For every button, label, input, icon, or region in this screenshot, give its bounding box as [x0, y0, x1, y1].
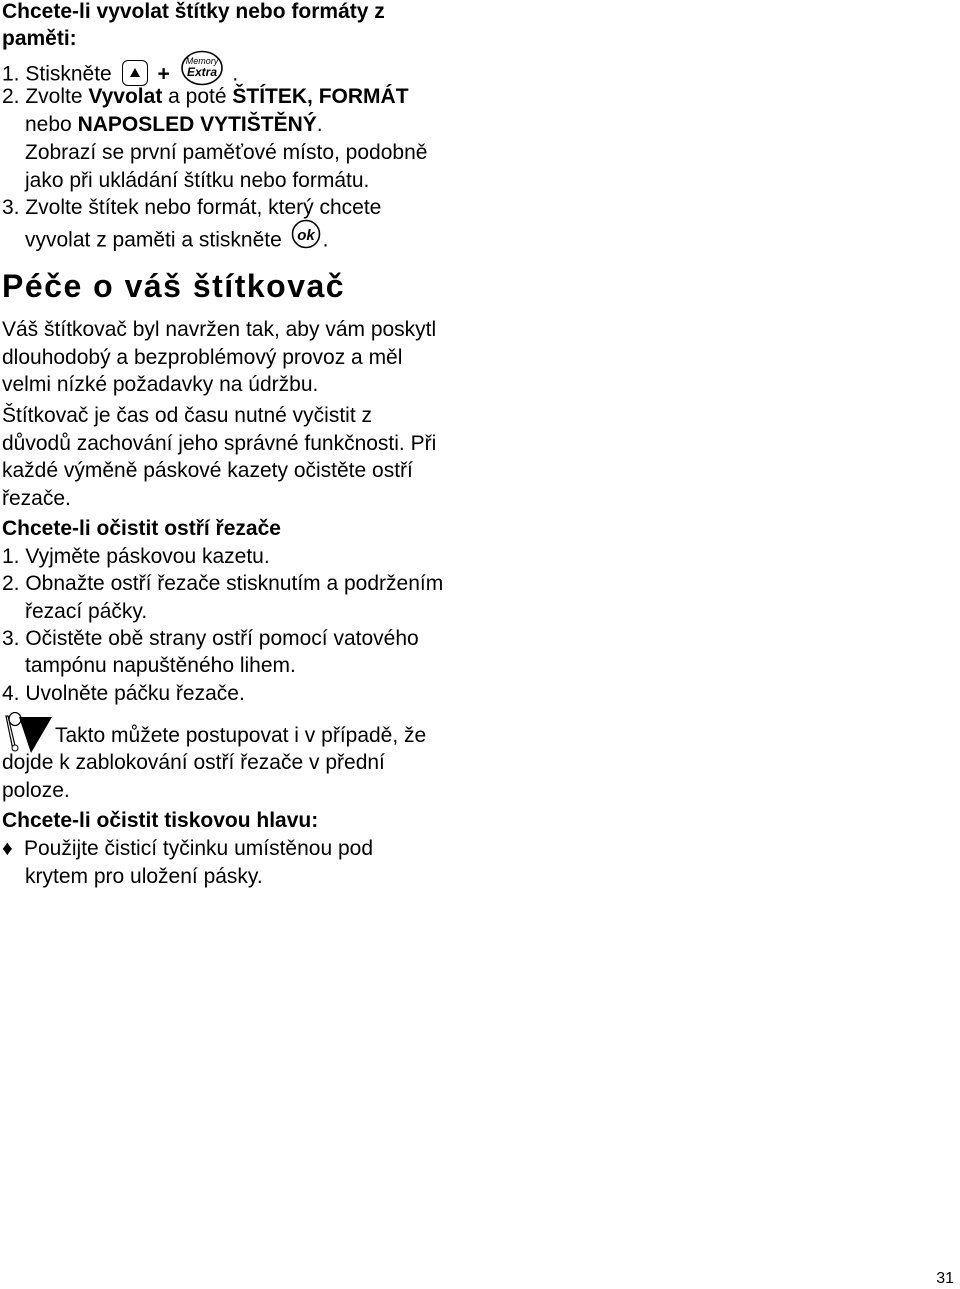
step-text: Zvolte [25, 85, 89, 108]
step-number: 2. [2, 85, 20, 108]
plus-sign: + [157, 62, 170, 86]
cutter-heading: Chcete-li očistit ostří řezače [2, 517, 281, 540]
note-line2: dojde k zablokování ostří řezače v přední [2, 751, 385, 774]
step-end: . [232, 62, 239, 86]
care-title: Péče o váš štítkovač [2, 268, 346, 304]
step-text: . [316, 113, 323, 136]
memory-key-top-label: Memory [185, 56, 218, 66]
recall-step-3-line1 [2, 194, 381, 222]
step-bold-options: ŠTÍTEK, FORMÁT [232, 85, 409, 108]
recall-step-2-line3: Zobrazí se první paměťové místo, podobně [25, 141, 428, 164]
printhead-bullet-line1 [2, 835, 373, 863]
care-paragraph-2-line1: Štítkovač je čas od času nutné vyčistit z [2, 404, 373, 427]
step-text: nebo [25, 113, 78, 136]
step-end: . [322, 228, 329, 252]
care-paragraph-2-line2: důvodů zachování jeho správné funkčnosti. Při [2, 432, 437, 455]
page-number: 31 [936, 1270, 954, 1287]
cutter-step-2-line1: 2. Obnažte ostří řezače stisknutím a podržením [2, 572, 444, 595]
care-paragraph-1-line1: Váš štítkovač byl navržen tak, aby vám poskytl [2, 318, 437, 341]
recall-step-2-line1 [2, 83, 409, 111]
caution-icon [4, 712, 54, 754]
cutter-step-2-line2: řezací páčky. [25, 600, 148, 623]
cutter-step-1: 1. Vyjměte páskovou kazetu. [2, 545, 270, 568]
ok-key-label: ok [296, 227, 315, 244]
recall-step-3-line2 [25, 222, 328, 260]
memory-key-bottom-label: Extra [186, 65, 217, 79]
recall-step-2-line4: jako při ukládání štítku nebo formátu. [25, 169, 370, 192]
printhead-heading: Chcete-li očistit tiskovou hlavu: [2, 809, 319, 832]
recall-step-2-line2 [25, 111, 323, 139]
step-text: vyvolat z paměti a stiskněte [25, 228, 282, 252]
diamond-bullet-icon: ♦ [2, 837, 13, 860]
cutter-step-3-line1: 3. Očistěte obě strany ostří pomocí vatového [2, 627, 419, 650]
step-bold-recall: Vyvolat [88, 85, 163, 108]
cutter-step-3-line2: tampónu napuštěného lihem. [25, 654, 296, 677]
step-text: Stiskněte [25, 62, 112, 86]
note-line1: Takto můžete postupovat i v případě, že [55, 724, 427, 747]
care-paragraph-2-line4: řezače. [2, 487, 71, 510]
care-paragraph-2-line3: každé výměně páskové kazety očistěte ostří [2, 459, 413, 482]
step-text: a poté [162, 85, 233, 108]
note-line3: poloze. [2, 779, 70, 802]
recall-heading-line2: paměti: [2, 27, 77, 50]
bullet-text: Použijte čisticí tyčinku umístěnou pod [24, 837, 374, 860]
printhead-bullet-line2: krytem pro uložení pásky. [25, 865, 263, 888]
ok-key-icon [290, 219, 322, 257]
step-number: 1. [2, 62, 20, 86]
care-paragraph-1-line3: velmi nízké požadavky na údržbu. [2, 373, 319, 396]
step-bold-last-printed: NAPOSLED VYTIŠTĚNÝ [77, 113, 317, 136]
cutter-step-4: 4. Uvolněte páčku řezače. [2, 682, 245, 705]
step-text: Zvolte štítek nebo formát, který chcete [25, 196, 382, 219]
care-paragraph-1-line2: dlouhodobý a bezproblémový provoz a měl [2, 346, 403, 369]
step-number: 3. [2, 196, 20, 219]
recall-heading-line1: Chcete-li vyvolat štítky nebo formáty z [2, 0, 385, 23]
